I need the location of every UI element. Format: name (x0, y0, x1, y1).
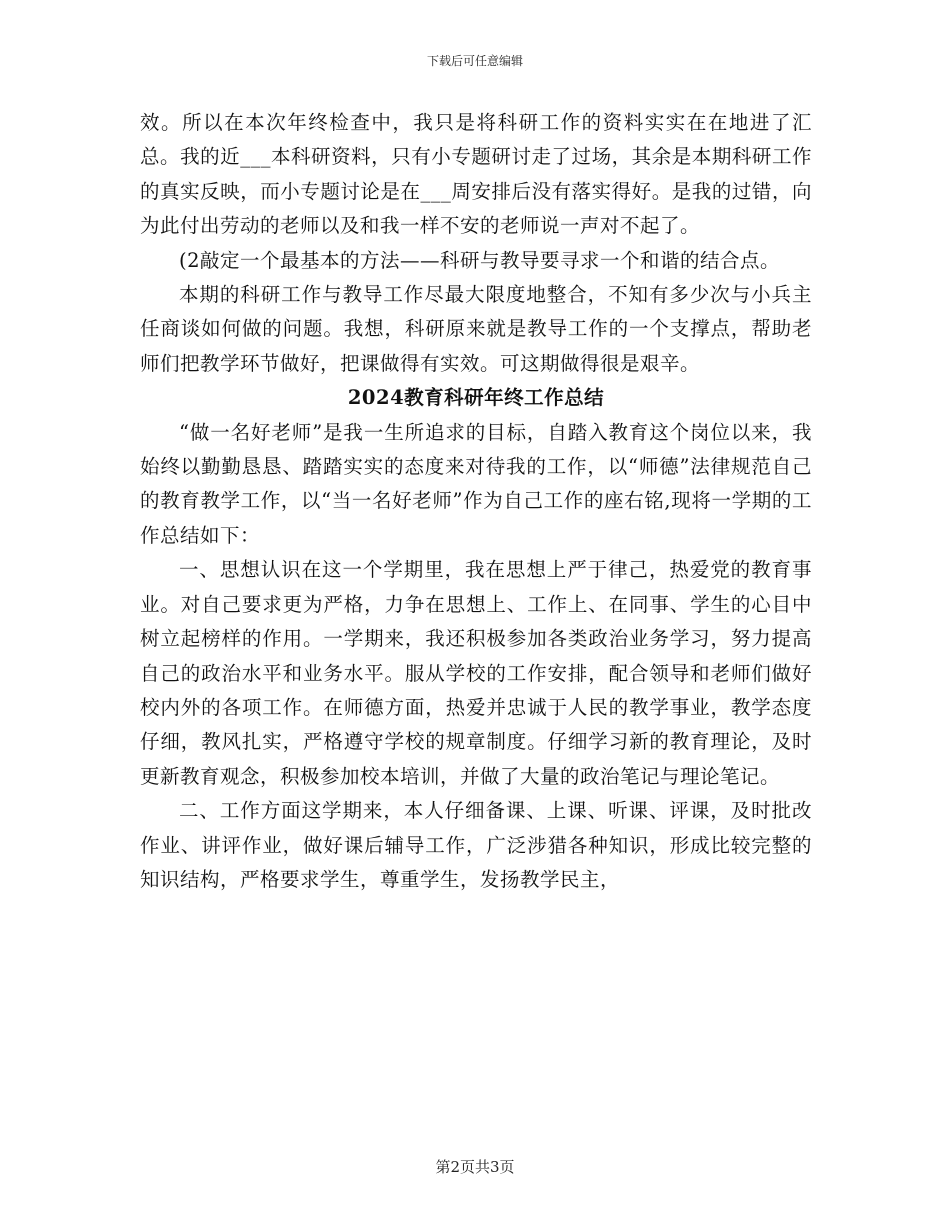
page-number: 第2页共3页 (435, 1158, 515, 1176)
paragraph-integration: 本期的科研工作与教导工作尽最大限度地整合，不知有多少次与小兵主任商谈如何做的问题。我想，科研原来就是教导工作的一个支撑点，帮助老师们把教学环节做好，把课做得有实效。可这期做得很是艰辛。 (140, 283, 812, 375)
document-title: 2024教育科研年终工作总结 (347, 386, 605, 410)
document-body (140, 106, 812, 897)
paragraph-continuation: 效。所以在本次年终检查中，我只是将科研工作的资料实实在在地进了汇总。我的近___本科研资料，只有小专题研讨走了过场，其余是本期科研工作的真实反映，而小专题讨论是在___周安排后没有落实得好。是我的过错，向为此付出劳动的老师以及和我一样不安的老师说一声对不起了。 (140, 111, 812, 238)
paragraph-method: (2敲定一个最基本的方法——科研与教导要寻求一个和谐的结合点。 (179, 248, 781, 272)
paragraph-section-thought: 一、思想认识在这一个学期里，我在思想上严于律己，热爱党的教育事业。对自己要求更为严格，力争在思想上、工作上、在同事、学生的心目中树立起榜样的作用。一学期来，我还积极参加各类政治业务学习，努力提高自己的政治水平和业务水平。服从学校的工作安排，配合领导和老师们做好校内外的各项工作。在师德方面，热爱并忠诚于人民的教学事业，教学态度仔细，教风扎实，严格遵守学校的规章制度。仔细学习新的教育理论，及时更新教育观念，积极参加校本培训，并做了大量的政治笔记与理论笔记。 (140, 558, 812, 788)
paragraph-intro: “做一名好老师”是我一生所追求的目标，自踏入教育这个岗位以来，我始终以勤勤恳恳、踏踏实实的态度来对待我的工作，以“师德”法律规范自己的教育教学工作，以“当一名好老师”作为自己工作的座右铭,现将一学期的工作总结如下： (140, 420, 812, 547)
paragraph-section-work: 二、工作方面这学期来，本人仔细备课、上课、听课、评课，及时批改作业、讲评作业，做好课后辅导工作，广泛涉猎各种知识，形成比较完整的知识结构，严格要求学生，尊重学生，发扬教学民主， (140, 799, 812, 891)
page-header-note: 下载后可任意编辑 (426, 54, 523, 68)
